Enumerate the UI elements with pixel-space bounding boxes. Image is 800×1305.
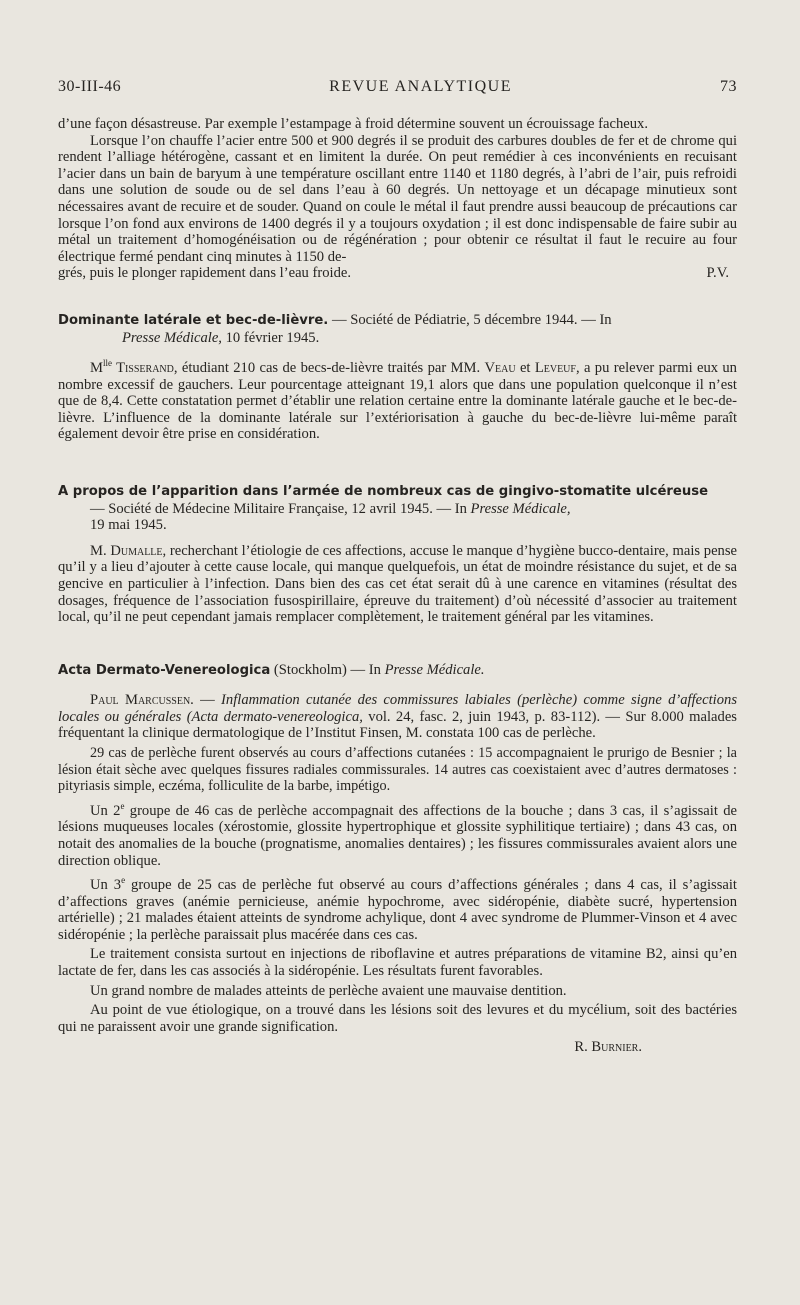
author-name: Veau [484, 359, 516, 376]
article-acta-dermato [58, 662, 737, 1056]
source-date: 19 mai 1945. [90, 517, 167, 534]
paragraph: 29 cas de perlèche furent observés au cours d’affections cutanées : 15 accompagnaient le prurigo de Besnier ; la lésion était sèche avec quelques fissures radiales commissurales. 14 autres cas coexistaient avec d’autres dermatoses : pityriasis simple, eczéma, folliculite de la barbe, impétigo. [58, 745, 737, 795]
journal-name: Presse Médicale, [470, 500, 571, 517]
paragraph-text: a pu relever parmi eux un nombre excessif de gauchers. Leur pourcentage atteignant 19,1 alors que dans une population quelconque il n’est que de 8,4. Cette constatation permet d’établir une relation certaine entre la dominante latérale gauche et le bec-de-lièvre. L’influence de la dominante latérale sur l’extériorisation à gauche du bec-de-lièvre lui-même paraît également devoir être prise en considération. [58, 359, 737, 443]
paragraph-text: Un 2 [90, 802, 121, 819]
paragraph-text: vol. 24, fasc. 2, juin 1943, p. 83-112). — Sur 8.000 malades fréquentant la clinique dermatologique de l’Institut Finsen, M. constata 100 cas de perlèche. [58, 708, 737, 742]
author-prefix: M [90, 359, 103, 376]
paragraph-text: étudiant 210 cas de becs-de-lièvre traités par MM. [177, 359, 485, 376]
issue-date: 30-III-46 [58, 78, 122, 95]
article-source: — Société de Médecine Militaire Française, 12 avril 1945. — In [90, 500, 471, 517]
paragraph: d’une façon désastreuse. Par exemple l’estampage à froid détermine souvent un écrouissage facheux. [58, 116, 648, 132]
author-name: Tisserand, [111, 359, 178, 376]
signature: R. Burnier. [574, 1039, 642, 1056]
article-gingivo-stomatite [58, 483, 737, 626]
article-title: Acta Dermato-Venereologica [58, 662, 271, 678]
paragraph [58, 543, 737, 626]
source-date: 10 février 1945. [221, 329, 320, 346]
dash: — [193, 692, 222, 709]
superscript: e [120, 800, 125, 811]
paragraph [58, 798, 737, 869]
article-source: (Stockholm) — In [270, 661, 385, 678]
article-title: A propos de l’apparition dans l’armée de nombreux cas de gingivo-stomatite ulcéreuse [58, 483, 709, 499]
paragraph: Un grand nombre de malades atteints de perlèche avaient une mauvaise dentition. [90, 982, 567, 999]
article-continued [58, 116, 737, 282]
paragraph [58, 355, 737, 443]
running-title: REVUE ANALYTIQUE [329, 78, 512, 95]
paragraph-text: groupe de 25 cas de perlèche fut observé au cours d’affections générales ; dans 4 cas, il s’agissait d’affections graves (anémie pernicieuse, anémie hypochrome, avec sidéropénie, diabète sucré, hypertension artérielle) ; 21 malades étaient atteints de syndrome achylique, dont 4 avec syndrome de Plummer-Vinson et 4 avec sidéropénie ; la perlèche paraissait plus macérée dans ces cas. [58, 876, 737, 943]
author-name: Leveuf, [534, 359, 580, 376]
article-heading [58, 312, 737, 346]
article-reference-title: Inflammation cutanée des commissures labiales (perlèche) comme signe d’affections locales ou générales (Acta dermato-venereologica, [58, 692, 737, 725]
paragraph-text: recherchant l’étiologie de ces affections, accuse le manque d’hygiène bucco-dentaire, mais pense qu’il y a lieu d’ajouter à cette cause locale, qui manque quelquefois, un état de moindre résistance du sujet, et de sa gencive en particulier à l’infection. Dans bien des cas cet état serait dû à une carence en vitamines (résultat des dosages, fréquence de l’association fusospirillaire, épreuve du traitement) d’où nécessité d’associer au traitement local, qu’il ne peut cependant jamais remplacer complètement, le traitement général par les vitamines. [58, 542, 737, 626]
superscript: e [121, 875, 126, 886]
paragraph-text: groupe de 46 cas de perlèche accompagnait des affections de la bouche ; dans 3 cas, il s’agissait de lésions muqueuses locales (xérostomie, glossite hypertrophique et glossite syphilitique tertiaire) ; dans 43 cas, on notait des anomalies de la bouche (prognatisme, anomalies dentaires) ; les fissures commissurales avaient alors une direction oblique. [58, 802, 737, 869]
author-name: Paul Marcussen. [90, 692, 194, 709]
page-header [58, 78, 737, 96]
paragraph [58, 872, 737, 943]
paragraph-text: et [515, 359, 535, 376]
journal-name: Presse Médicale, [122, 329, 222, 346]
article-dominante [58, 312, 737, 443]
author-name: M. Dumalle, [90, 542, 167, 559]
paragraph-last-line [58, 265, 737, 282]
paragraph: Au point de vue étiologique, on a trouvé dans les lésions soit des levures et du mycélium, soit des bactéries qui ne paraissent avoir une grande signification. [58, 1002, 737, 1035]
paragraph: Lorsque l’on chauffe l’acier entre 500 et 900 degrés il se produit des carbures doubles de fer et de chrome qui rendent l’alliage hétérogène, cassant et en limitent la durée. On peut remédier à ces inconvénients en recuisant l’acier dans un bain de baryum à une température oscillant entre 1140 et 1180 degrés, à l’abri de l’air, puis refroidi dans une solution de soude ou de sel dans l’eau à 60 degrés. Un nettoyage et un décapage minutieux sont nécessaires avant de recuire et de souder. Quand on coule le métal il faut prendre aussi beaucoup de précautions car lorsque l’on fond aux environs de 1400 degrés il y a toujours oxydation ; il est donc indispensable de faire subir au métal un traitement d’homogénéisation ou de régénération ; pour obtenir ce résultat il faut le recuire au four électrique fermé pendant cinq minutes à 1150 de- [58, 132, 737, 265]
paragraph-text: Un 3 [90, 876, 122, 893]
signature: P.V. [706, 265, 729, 282]
paragraph [58, 692, 737, 742]
article-title: Dominante latérale et bec-de-lièvre. [58, 312, 329, 328]
article-source: — Société de Pédiatrie, 5 décembre 1944. — In [328, 311, 612, 328]
author-sup: lle [102, 358, 112, 369]
paragraph-text: grés, puis le plonger rapidement dans l’eau froide. [58, 265, 351, 282]
page-number: 73 [720, 78, 737, 95]
article-heading [58, 483, 737, 534]
paragraph: Le traitement consista surtout en injections de riboflavine et autres préparations de vitamine B2, ainsi qu’en lactate de fer, dans les cas associés à la sidéropénie. Les résultats furent favorables. [58, 946, 737, 979]
article-heading [58, 662, 737, 680]
journal-name: Presse Médicale. [384, 661, 485, 678]
